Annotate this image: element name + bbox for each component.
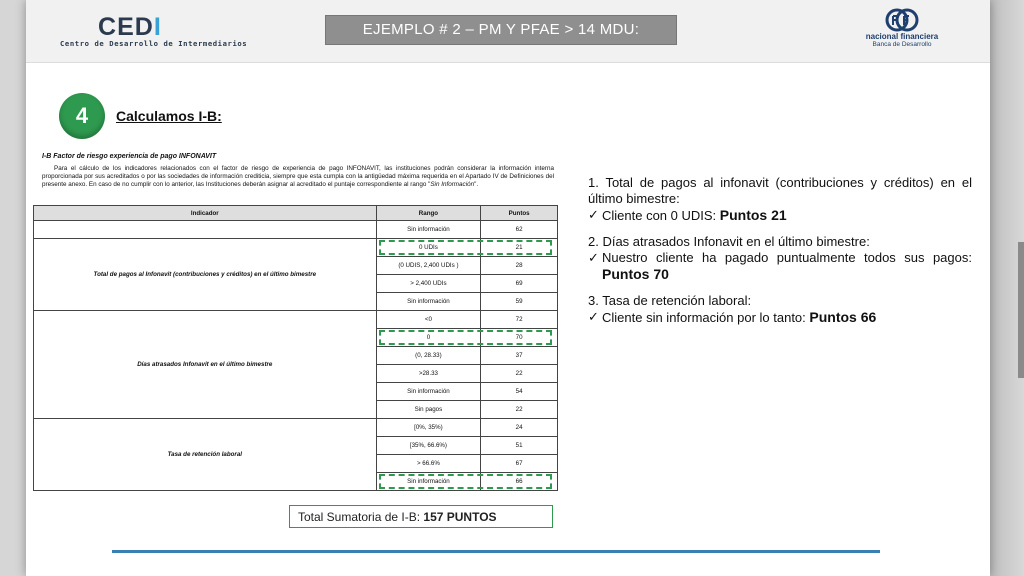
points-cell: 67	[481, 455, 558, 473]
item1-title: 1. Total de pagos al infonavit (contribuciones y créditos) en el último bimestre:	[588, 175, 972, 206]
points-cell: 28	[481, 257, 558, 275]
header-range: Rango	[376, 206, 481, 221]
points-cell: 21	[481, 239, 558, 257]
range-cell: (0, 28.33)	[376, 347, 481, 365]
explanation-panel	[588, 175, 972, 326]
range-cell: > 66.6%	[376, 455, 481, 473]
regulation-excerpt	[33, 150, 558, 490]
header-indicator: Indicador	[34, 206, 377, 221]
range-cell-highlighted: Sin información	[376, 473, 481, 491]
nafin-subtitle: Banca de Desarrollo	[872, 41, 932, 48]
range-cell: Sin información	[376, 383, 481, 401]
check-icon: ✓	[588, 207, 599, 222]
nafin-emblem-icon	[885, 8, 919, 32]
points-cell: 62	[481, 221, 558, 239]
table-row	[34, 311, 558, 329]
range-cell: Sin pagos	[376, 401, 481, 419]
total-summary	[289, 505, 553, 528]
indicator-cell-empty	[34, 221, 377, 239]
points-cell: 54	[481, 383, 558, 401]
scoring-table	[33, 205, 558, 491]
step-title: Calculamos I-B:	[116, 108, 222, 124]
excerpt-paragraph: Para el cálculo de los indicadores relacionados con el factor de riesgo de experiencia de pago INFONAVIT, las instituciones podrán considerar la información interna proporcionada por sus acreditados o por las sociedades de información crediticia, siempre que esta cumpla con la antigüedad máxima requerida en el Apartado IV de Definiciones del presente anexo. En caso de no cumplir con lo anterior, las Instituciones deberán asignar al acreditado el puntaje correspondiente al rango "Sin Información".	[42, 165, 554, 188]
range-cell: [35%, 66.6%)	[376, 437, 481, 455]
range-cell-highlighted: 0	[376, 329, 481, 347]
item3-title: 3. Tasa de retención laboral:	[588, 293, 752, 308]
cedi-wordmark: CEDI	[98, 13, 162, 41]
nafin-name: nacional financiera	[865, 32, 939, 41]
points-cell: 24	[481, 419, 558, 437]
excerpt-heading: I-B Factor de riesgo experiencia de pago INFONAVIT	[42, 153, 217, 160]
range-cell-highlighted: 0 UDIs	[376, 239, 481, 257]
indicator-cell: Tasa de retención laboral	[34, 419, 377, 491]
points-cell: 22	[481, 401, 558, 419]
table-row	[34, 221, 558, 239]
item2-title: 2. Días atrasados Infonavit en el último bimestre:	[588, 234, 870, 249]
total-label: Total Sumatoria de I-B:	[298, 510, 424, 524]
table-header-row	[34, 206, 558, 221]
step-number-badge: 4	[59, 93, 105, 139]
range-cell: > 2,400 UDIs	[376, 275, 481, 293]
points-cell: 22	[481, 365, 558, 383]
footer-divider	[112, 550, 880, 553]
item3-bullet: ✓ Cliente sin información por lo tanto: Puntos 66	[588, 309, 877, 325]
range-cell: [0%, 35%)	[376, 419, 481, 437]
indicator-cell: Días atrasados Infonavit en el último bimestre	[34, 311, 377, 419]
slide-title: EJEMPLO # 2 – PM Y PFAE > 14 MDU:	[325, 15, 677, 45]
range-cell: <0	[376, 311, 481, 329]
cedi-logo	[60, 13, 248, 50]
item1-bullet: ✓ Cliente con 0 UDIS: Puntos 21	[588, 207, 787, 223]
range-cell: (0 UDIS, 2,400 UDIs )	[376, 257, 481, 275]
total-value: 157 PUNTOS	[423, 510, 497, 524]
points-cell: 70	[481, 329, 558, 347]
cedi-subtitle: Centro de Desarrollo de Intermediarios	[60, 39, 248, 48]
nafin-logo	[856, 8, 948, 52]
range-cell: Sin información	[376, 221, 481, 239]
check-icon: ✓	[588, 309, 599, 324]
item2-bullet: ✓ Nuestro cliente ha pagado puntualmente todos sus pagos: Puntos 70	[588, 250, 972, 282]
points-cell: 37	[481, 347, 558, 365]
points-cell: 51	[481, 437, 558, 455]
range-cell: >28.33	[376, 365, 481, 383]
range-cell: Sin información	[376, 293, 481, 311]
table-row	[34, 239, 558, 257]
points-cell: 69	[481, 275, 558, 293]
check-icon: ✓	[588, 250, 599, 265]
table-row	[34, 419, 558, 437]
scroll-indicator	[1018, 242, 1024, 378]
points-cell: 66	[481, 473, 558, 491]
header-points: Puntos	[481, 206, 558, 221]
indicator-cell: Total de pagos al Infonavit (contribuciones y créditos) en el último bimestre	[34, 239, 377, 311]
points-cell: 72	[481, 311, 558, 329]
points-cell: 59	[481, 293, 558, 311]
